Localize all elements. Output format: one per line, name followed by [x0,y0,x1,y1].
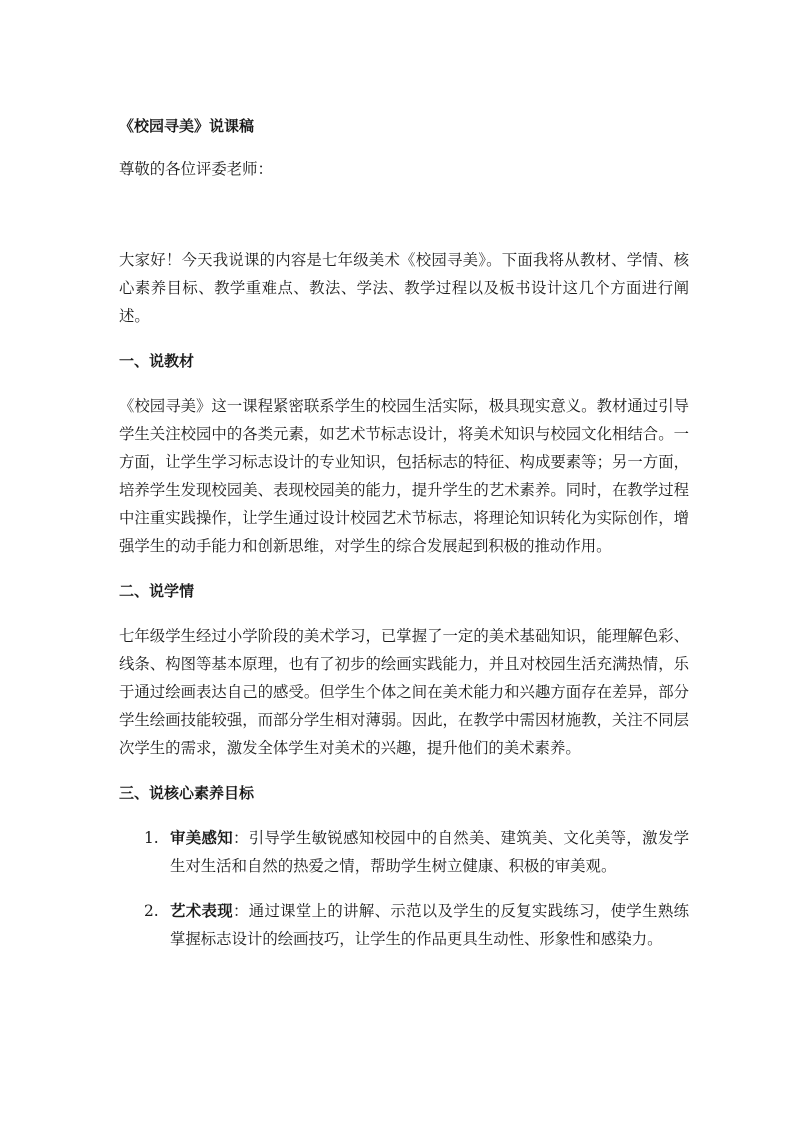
list-item [119,824,689,880]
goals-list [119,824,689,953]
section-heading-students: 二、说学情 [119,582,195,600]
document-title: 《校园寻美》说课稿 [119,117,255,135]
list-item [119,897,689,953]
section-heading-textbook: 一、说教材 [119,352,195,370]
list-item-text: 通过课堂上的讲解、示范以及学生的反复实践练习，使学生熟练掌握标志设计的绘画技巧，让学生的作品更具生动性、形象性和感染力。 [170,902,689,948]
list-item-text: 引导学生敏锐感知校园中的自然美、建筑美、文化美等，激发学生对生活和自然的热爱之情，帮助学生树立健康、积极的审美观。 [170,829,689,875]
list-item-separator: ： [232,902,249,920]
document-page [119,112,689,970]
list-item-separator: ： [232,829,249,847]
section-heading-goals: 三、说核心素养目标 [119,784,255,802]
list-item-term: 艺术表现 [170,902,233,920]
list-item-number: 2. [144,902,159,920]
list-item-term: 审美感知 [170,829,233,847]
section-body-students: 七年级学生经过小学阶段的美术学习，已掌握了一定的美术基础知识，能理解色彩、线条、构图等基本原理，也有了初步的绘画实践能力，并且对校园生活充满热情，乐于通过绘画表达自己的感受。但学生个体之间在美术能力和兴趣方面存在差异，部分学生绘画技能较强，而部分学生相对薄弱。因此，在教学中需因材施教，关注不同层次学生的需求，激发全体学生对美术的兴趣，提升他们的美术素养。 [119,627,689,757]
greeting: 尊敬的各位评委老师： [119,160,273,178]
section-body-textbook: 《校园寻美》这一课程紧密联系学生的校园生活实际，极具现实意义。教材通过引导学生关注校园中的各类元素，如艺术节标志设计，将美术知识与校园文化相结合。一方面，让学生学习标志设计的专业知识，包括标志的特征、构成要素等；另一方面，培养学生发现校园美、表现校园美的能力，提升学生的艺术素养。同时，在教学过程中注重实践操作，让学生通过设计校园艺术节标志，将理论知识转化为实际创作，增强学生的动手能力和创新思维，对学生的综合发展起到积极的推动作用。 [119,397,689,555]
list-item-number: 1. [144,829,159,847]
intro-paragraph: 大家好！今天我说课的内容是七年级美术《校园寻美》。下面我将从教材、学情、核心素养目标、教学重难点、教法、学法、教学过程以及板书设计这几个方面进行阐述。 [119,251,689,325]
